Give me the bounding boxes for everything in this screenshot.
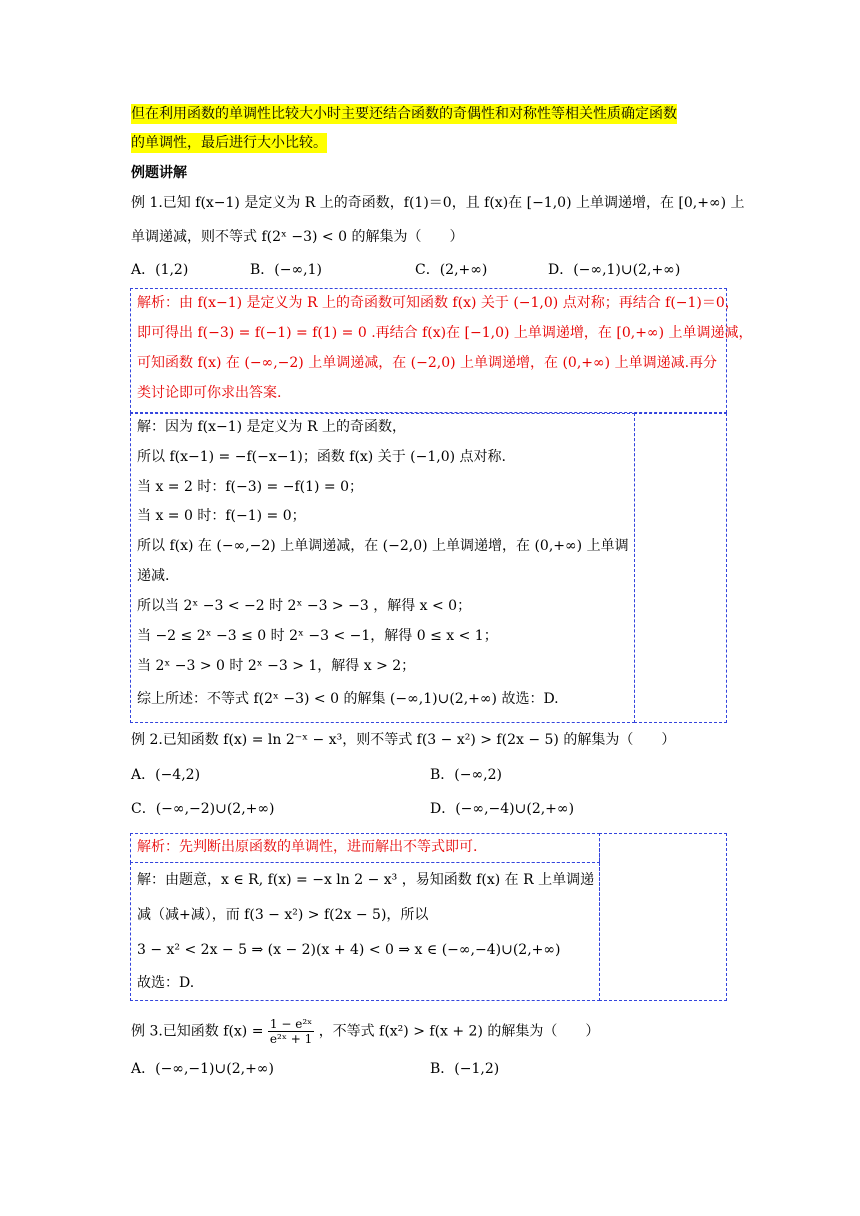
ex2-option-a: A．(−4,2) bbox=[131, 767, 201, 783]
ex1-solution-line-7: 所以当 2ˣ −3 < −2 时 2ˣ −3 > −3 ，解得 x < 0； bbox=[137, 598, 472, 614]
ex1-analysis-line-1: 解析：由 f(x−1) 是定义为 R 上的奇函数可知函数 f(x) 关于 (−1,0) 点对称；再结合 f(−1)＝0， bbox=[137, 295, 739, 311]
ex1-solution-line-10: 综上所述：不等式 f(2ˣ −3) < 0 的解集 (−∞,1)∪(2,+∞) 故选：D. bbox=[137, 691, 559, 707]
ex1-question-line-1: 例 1.已知 f(x−1) 是定义为 R 上的奇函数，f(1)＝0，且 f(x)在 [−1,0) 上单调递增，在 [0,+∞) 上 bbox=[131, 195, 745, 211]
ex2-side-box bbox=[599, 833, 727, 1001]
ex3-fraction-denominator: e²ˣ + 1 bbox=[269, 1032, 313, 1046]
ex2-question: 例 2.已知函数 f(x) = ln 2⁻ˣ − x³，则不等式 f(3 − x²) > f(2x − 5) 的解集为（ ） bbox=[131, 732, 676, 748]
ex1-option-c: C．(2,+∞) bbox=[415, 262, 488, 278]
ex2-solution-line-3: 3 − x² < 2x − 5 ⇒ (x − 2)(x + 4) < 0 ⇒ x ∈ (−∞,−4)∪(2,+∞) bbox=[137, 942, 561, 958]
ex1-solution-line-3: 当 x = 2 时：f(−3) = −f(1) = 0； bbox=[137, 479, 363, 495]
ex1-solution-side-box bbox=[634, 413, 727, 723]
ex3-question-suffix: ，不等式 f(x²) > f(x + 2) 的解集为（ ） bbox=[318, 1023, 600, 1040]
ex2-option-c: C．(−∞,−2)∪(2,+∞) bbox=[131, 801, 275, 817]
ex2-option-d: D．(−∞,−4)∪(2,+∞) bbox=[430, 801, 575, 817]
ex3-option-b: B．(−1,2) bbox=[430, 1061, 500, 1077]
ex1-analysis-line-3: 可知函数 f(x) 在 (−∞,−2) 上单调递减，在 (−2,0) 上单调递增，在 (0,+∞) 上单调递减.再分 bbox=[137, 355, 718, 371]
ex1-solution-line-9: 当 2ˣ −3 > 0 时 2ˣ −3 > 1，解得 x > 2； bbox=[137, 658, 416, 674]
ex2-option-b: B．(−∞,2) bbox=[430, 767, 502, 783]
intro-line-2: 的单调性，最后进行大小比较。 bbox=[131, 135, 327, 151]
ex1-solution-line-5: 所以 f(x) 在 (−∞,−2) 上单调递减，在 (−2,0) 上单调递增，在 (0,+∞) 上单调 bbox=[137, 538, 629, 554]
ex1-solution-line-6: 递减. bbox=[137, 568, 170, 584]
ex1-question-line-2: 单调递减，则不等式 f(2ˣ −3) < 0 的解集为（ ） bbox=[131, 229, 464, 245]
ex1-solution-line-8: 当 −2 ≤ 2ˣ −3 ≤ 0 时 2ˣ −3 < −1，解得 0 ≤ x < 1； bbox=[137, 628, 498, 644]
ex3-fraction bbox=[268, 1017, 314, 1046]
ex3-question-prefix: 例 3.已知函数 f(x) = bbox=[131, 1023, 264, 1040]
ex1-solution-line-1: 解：因为 f(x−1) 是定义为 R 上的奇函数， bbox=[137, 419, 406, 435]
ex2-solution-line-4: 故选：D. bbox=[137, 975, 195, 991]
ex3-question bbox=[131, 1017, 599, 1046]
ex2-analysis: 解析：先判断出原函数的单调性，进而解出不等式即可. bbox=[137, 839, 478, 855]
ex1-analysis-line-4: 类讨论即可你求出答案. bbox=[137, 385, 282, 401]
ex1-option-b: B．(−∞,1) bbox=[250, 262, 322, 278]
ex1-solution-line-2: 所以 f(x−1) = −f(−x−1)；函数 f(x) 关于 (−1,0) 点对称. bbox=[137, 449, 506, 465]
ex1-option-d: D．(−∞,1)∪(2,+∞) bbox=[548, 262, 681, 278]
ex2-solution-line-2: 减（减+减），而 f(3 − x²) > f(2x − 5)，所以 bbox=[137, 907, 429, 923]
ex1-analysis-line-2: 即可得出 f(−3) = f(−1) = f(1) = 0 .再结合 f(x)在 [−1,0) 上单调递增，在 [0,+∞) 上单调递减， bbox=[137, 325, 753, 341]
ex1-option-a: A．(1,2) bbox=[131, 262, 189, 278]
ex2-solution-line-1: 解：由题意，x ∈ R, f(x) = −x ln 2 − x³ ，易知函数 f(x) 在 R 上单调递 bbox=[137, 872, 595, 888]
section-title: 例题讲解 bbox=[131, 165, 187, 181]
ex1-solution-line-4: 当 x = 0 时：f(−1) = 0； bbox=[137, 508, 306, 524]
intro-line-1: 但在利用函数的单调性比较大小时主要还结合函数的奇偶性和对称性等相关性质确定函数 bbox=[131, 106, 677, 122]
ex3-option-a: A．(−∞,−1)∪(2,+∞) bbox=[131, 1061, 274, 1077]
ex3-fraction-numerator: 1 − e²ˣ bbox=[269, 1017, 313, 1031]
